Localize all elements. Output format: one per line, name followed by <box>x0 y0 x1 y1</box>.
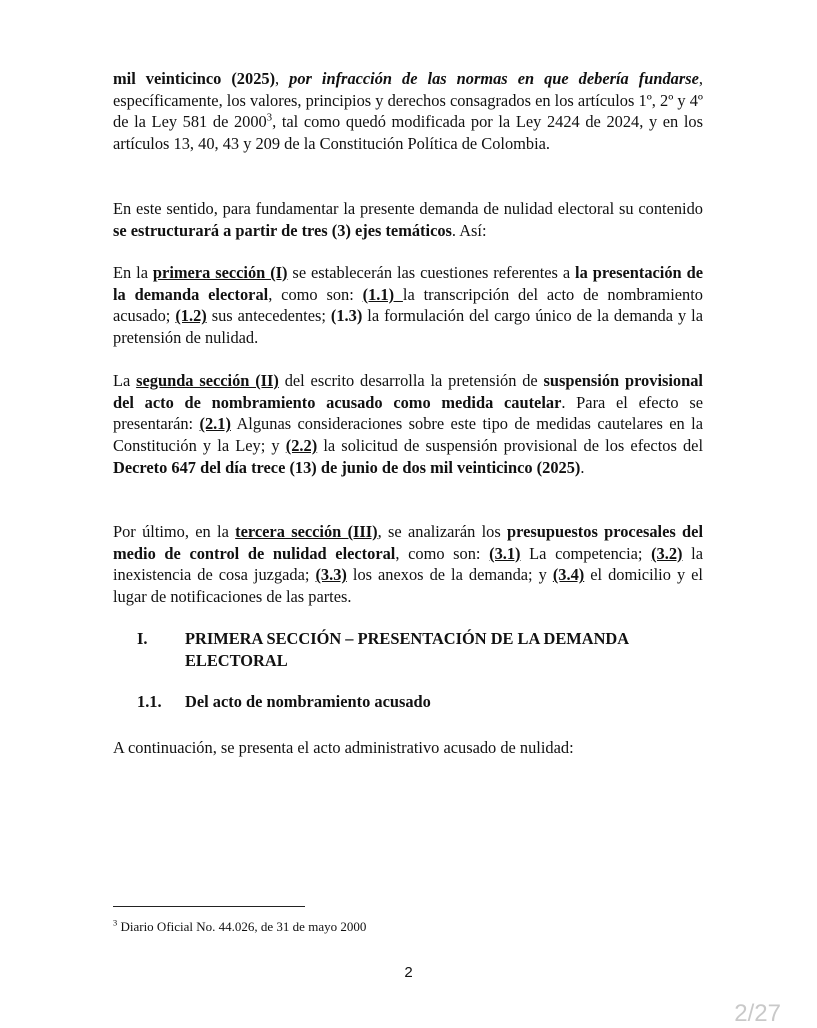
subsection-title: Del acto de nombramiento acusado <box>185 692 431 711</box>
subsection-heading-1-1 <box>137 691 717 713</box>
paragraph-fundamentos: mil veinticinco (2025), por infracción de las normas en que debería fundarse, específicamente, los valores, principios y derechos consagrados en los artículos 1º, 2º y 4º de la Ley 581 de 2000$^3$, tal como quedó modificada por la Ley 2424 de 2024, y en los artículos 13, 40, 43 y 209 de la Constitución Política de Colombia. <box>113 69 704 154</box>
paragraph-primera-seccion: En la primera sección (I) se establecerán las cuestiones referentes a la presentación de la demanda electoral, como son: (1.1) la transcripción del acto de nombramiento acusado; (1.2) sus antecedentes; (1.3) la formulación del cargo único de la demanda y la pretensión de nulidad. <box>113 263 703 348</box>
footnote-3: $^3$ Diario Oficial No. 44.026, de 31 de mayo 2000 <box>113 917 367 934</box>
page-number: 2 <box>404 964 413 981</box>
section-title-line-2: ELECTORAL <box>185 650 288 670</box>
footnote-separator <box>113 906 305 907</box>
viewer-page-indicator: 2/27 <box>734 1000 781 1027</box>
paragraph-segunda-seccion: La segunda sección (II) del escrito desarrolla la pretensión de suspensión provisional del acto de nombramiento acusado como medida cautelar. Para el efecto se presentarán: (2.1) Algunas consideraciones sobre este tipo de medidas cautelares en la Constitución y la Ley; y (2.2) la solicitud de suspensión provisional de los efectos del Decreto 647 del día trece (13) de junio de dos mil veinticinco (2025). <box>113 371 704 477</box>
paragraph-tercera-seccion: Por último, en la tercera sección (III), se analizarán los presupuestos procesales del medio de control de nulidad electoral, como son: (3.1) La competencia; (3.2) la inexistencia de cosa juzgada; (3.3) los anexos de la demanda; y (3.4) el domicilio y el lugar de notificaciones de las partes. <box>113 522 703 607</box>
footnote-mark: 3 <box>113 917 118 928</box>
subsection-number: 1.1. <box>137 692 162 711</box>
section-title-line-1: PRIMERA SECCIÓN – PRESENTACIÓN DE LA DEMANDA <box>185 629 630 648</box>
paragraph-ejes-tematicos: En este sentido, para fundamentar la presente demanda de nulidad electoral su contenido se estructurará a partir de tres (3) ejes temáticos. Así: <box>113 199 703 240</box>
section-heading-primera <box>137 628 717 670</box>
paragraph-continuacion: A continuación, se presenta el acto administrativo acusado de nulidad: <box>113 738 574 757</box>
section-number: I. <box>137 629 148 648</box>
footnote-reference[interactable]: 3 <box>266 112 273 124</box>
